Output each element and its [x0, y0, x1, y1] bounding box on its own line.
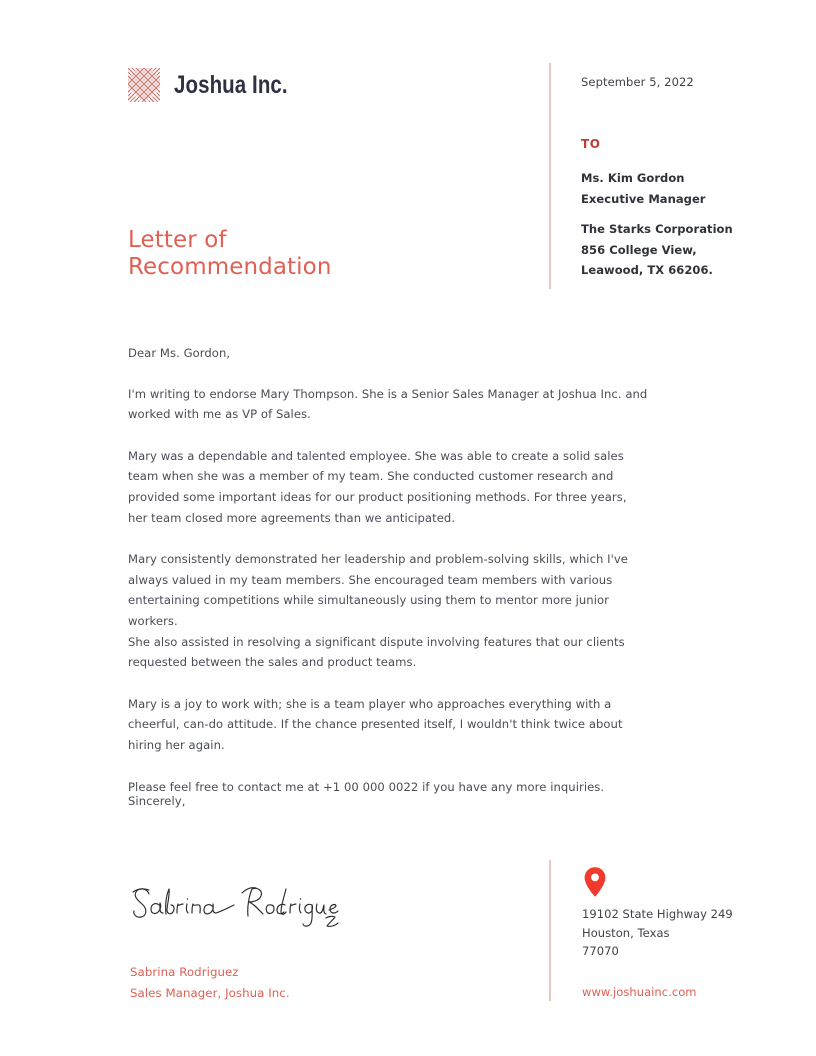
recipient-company: The Starks Corporation [581, 222, 733, 236]
divider-bottom [549, 860, 551, 1001]
letter-paragraph: Mary is a joy to work with; she is a team player who approaches everything with a cheerful, can-do attitude. If the chance presented itself, I wouldn't think twice about hiring her again. [128, 696, 623, 752]
signer-name: Sabrina Rodriguez [130, 965, 239, 979]
recipient-job-title: Executive Manager [581, 191, 706, 206]
recipient-spacer [581, 209, 733, 219]
website-link[interactable]: www.joshuainc.com [582, 985, 697, 999]
page-title [128, 227, 332, 280]
recipient-street: 856 College View, [581, 242, 697, 257]
brand-header [128, 68, 313, 102]
signer-title: Sales Manager, Joshua Inc. [130, 986, 290, 1000]
letter-paragraph: I'm writing to endorse Mary Thompson. She is a Senior Sales Manager at Joshua Inc. and worked with me as VP of Sales. [128, 386, 648, 422]
recipient-label: TO [581, 137, 601, 151]
letter-body [128, 343, 648, 818]
letter-salutation: Dear Ms. Gordon, [128, 346, 231, 360]
footer-address [582, 905, 733, 961]
letter-paragraph: Mary consistently demonstrated her leadership and problem-solving skills, which I've always valued in my team members. She encouraged team members with various entertaining competitions while simultaneously using them to mentor more junior workers. [128, 552, 628, 628]
letter-paragraph: Mary was a dependable and talented employee. She was able to create a solid sales team when she was a member of my team. She conducted customer research and provided some important ideas for our product positioning methods. For three years, her team closed more agreements than we anticipated. [128, 448, 627, 525]
handwritten-signature [130, 878, 340, 930]
letter-paragraph: Please feel free to contact me at +1 00 000 0022 if you have any more inquiries. [128, 779, 605, 794]
recipient-city-state-zip: Leawood, TX 66206. [581, 263, 713, 277]
crosshatch-diamond-logo-icon [128, 68, 160, 102]
page-title-line1: Letter of [128, 227, 227, 253]
signer-block [130, 962, 290, 1004]
map-pin-icon [583, 866, 607, 898]
recipient-block [581, 168, 733, 281]
address-line-1: 19102 State Highway 249 [582, 907, 733, 921]
letter-date: September 5, 2022 [581, 75, 694, 89]
letter-closing: Sincerely, [128, 794, 186, 808]
divider-top [549, 63, 551, 289]
letter-paragraph: She also assisted in resolving a significant dispute involving features that our clients requested between the sales and product teams. [128, 634, 625, 670]
address-line-3: 77070 [582, 944, 619, 959]
company-name: Joshua Inc. [174, 70, 288, 99]
page-title-line2: Recommendation [128, 253, 332, 280]
recipient-name: Ms. Kim Gordon [581, 171, 685, 185]
address-line-2: Houston, Texas [582, 925, 670, 940]
